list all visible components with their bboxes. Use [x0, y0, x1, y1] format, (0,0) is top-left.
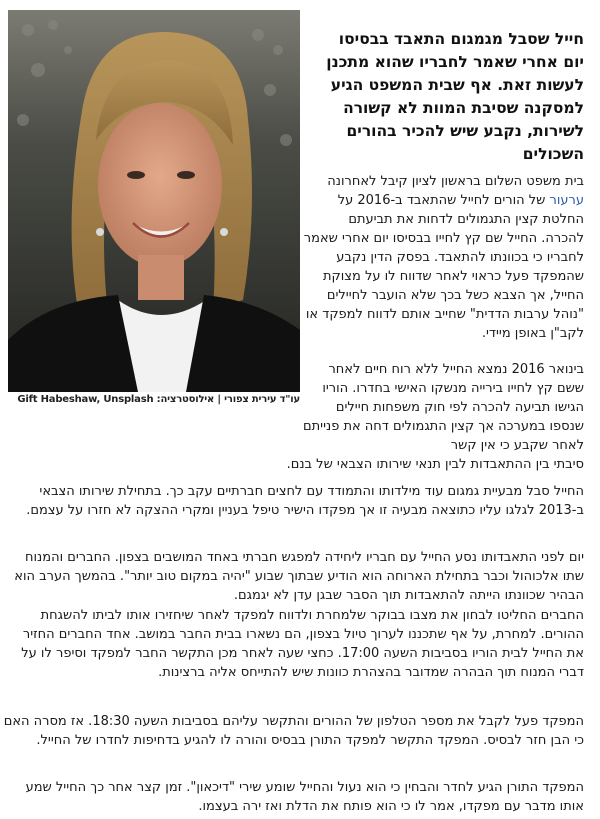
lead-paragraph: [302, 172, 584, 343]
article-headline: חייל שסבל מגמגום התאבד בבסיסו יום אחרי שאמר לחבריו שהוא מתכנן לעשות זאת. אף שבית המשפט הגיע למסקנה שסיבת המוות לא קשורה לשירות, נקבע שיש להכיר בהורים השכולים: [326, 30, 584, 163]
lead-text-start: בית משפט השלום בראשון לציון קיבל לאחרונה: [327, 174, 584, 189]
portrait-illustration: [8, 10, 300, 392]
article-photo: [8, 10, 300, 392]
paragraph-2: [2, 360, 584, 474]
appeal-link[interactable]: ערעור: [549, 193, 584, 208]
paragraph-2-top: בינואר 2016 נמצא החייל ללא רוח חיים לאחר ששם קץ לחייו בירייה מנשקו האישי בחדרו. הוריו הגישו תביעה להכרה לפי חוק משפחות חיילים שנספו במערכה אך קצין התגמולים דחה את פנייתם לאחר שקבע כי אין קשר: [303, 362, 584, 453]
paragraph-3: החייל סבל מבעיית גמגום עוד מילדותו והתמודד עם לחצים חברתיים עקב כך. בתחילת שירותו הצבאי ב-2013 לגלגו עליו כתוצאה מבעיה זו אך מפקדו הישיר טיפל בעניין ומקרי ההצקה לא חזרו על עצמם.: [26, 484, 584, 518]
lead-text-end: של הורים לחייל שהתאבד ב-2016 על החלטת קצין התגמולים לדחות את תביעתם להכרה. החייל שם קץ לחייו בבסיסו יום אחרי שאמר לחבריו כי בכוונתו להתאבד. בפסק הדין נקבע שהמפקד פעל כראוי לאחר שדווח לו על מצוקת החייל, אך הצבא כשל בכך שלא הועבר לחיילים "נוהל ערבות הדדית" שחייב אותם לדווח למפקד או לקב"ן באופן מיידי.: [303, 193, 584, 341]
paragraph-4: יום לפני התאבדותו נסע החייל עם חבריו ליחידה למפגש חברתי באחד המושבים בצפון. החברים והמנוח שתו אלכוהול וכבר בתחילת הארוחה הוא הודיע שבתוך שבוע "יהיה במקום טוב יותר". בהמשך הערב הוא הבהיר שכוונתו הייתה להתאבדות תוך הסבר שבגן עדן לא יגמגם.: [14, 550, 584, 603]
paragraph-5: החברים החליטו לבחון את מצבו בבוקר שלמחרת ולדווח למפקד לאחר שיחזירו אותו לביתו להשגחת ההורים. למחרת, על אף שתכננו לערוך טיול בצפון, הם נשארו בבית החבר במושב. אחד החברים החזיר את החייל לבית הוריו בסביבות השעה 17:00. כחצי שעה לאחר מכן התקשר החבר למפקד וסיפר לו על דברי המנוח תוך הבהרה שמדובר בהצהרת כוונות שיש להתייחס אליה ברצינות.: [21, 608, 584, 680]
photo-caption: עו"ד עירית צפורי | אילוסטרציה: Gift Habeshaw, Unsplash: [17, 394, 300, 405]
paragraph-6: המפקד פעל לקבל את מספר הטלפון של ההורים והתקשר עליהם בסביבות השעה 18:30. אז מסרה האם כי הבן חזר לבסיס. המפקד התקשר למפקד התורן בבסיס והורה לו להגיע בדחיפות לחדרו של החייל.: [3, 714, 584, 748]
paragraph-7: המפקד התורן הגיע לחדר והבחין כי הוא נעול והחייל שומע שירי "דיכאון". זמן קצר אחר כך החייל שמע אותו מדבר עם מפקדו, אמר לו כי הוא פותח את הדלת ואז ירה בעצמו.: [25, 780, 584, 814]
paragraph-2-bottom: סיבתי בין ההתאבדות לבין תנאי שירותו הצבאי של בנם.: [286, 457, 584, 472]
